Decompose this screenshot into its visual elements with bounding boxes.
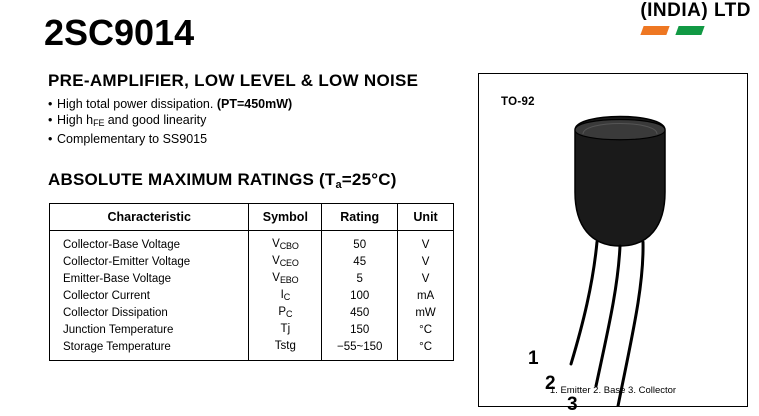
symbol-base: P xyxy=(278,306,287,318)
cell-unit: °C xyxy=(398,321,454,338)
table-row xyxy=(50,253,454,270)
lead-2 xyxy=(596,246,620,386)
feature-list xyxy=(48,96,292,147)
flag-mark xyxy=(642,26,703,35)
symbol-subscript: C xyxy=(286,309,293,319)
package-top-cap xyxy=(575,120,665,140)
cell-unit: mA xyxy=(398,287,454,304)
cell-symbol xyxy=(249,270,322,287)
cell-symbol xyxy=(249,231,322,254)
table-row xyxy=(50,338,454,361)
cell-unit: mW xyxy=(398,304,454,321)
table-row xyxy=(50,304,454,321)
cell-unit: V xyxy=(398,270,454,287)
cell-unit: V xyxy=(398,253,454,270)
cell-symbol xyxy=(249,321,322,338)
cell-rating: 450 xyxy=(322,304,398,321)
cell-unit: V xyxy=(398,231,454,254)
symbol-subscript: EBO xyxy=(279,275,299,285)
list-item xyxy=(48,96,292,112)
table-row xyxy=(50,287,454,304)
feature-text: Complementary to SS9015 xyxy=(57,132,208,146)
subtitle: PRE-AMPLIFIER, LOW LEVEL & LOW NOISE xyxy=(48,71,419,90)
symbol-base: I xyxy=(280,289,284,301)
section-title-text: ABSOLUTE MAXIMUM RATINGS (Ta=25°C) xyxy=(48,170,397,191)
symbol-base: V xyxy=(272,255,280,267)
bullet-icon: • xyxy=(48,113,53,127)
column-header-characteristic: Characteristic xyxy=(50,204,249,231)
cell-symbol xyxy=(249,338,322,361)
pin-number-2: 2 xyxy=(545,373,556,394)
feature-text-tail: and good linearity xyxy=(104,113,207,127)
cell-characteristic: Collector-Emitter Voltage xyxy=(50,253,249,270)
cell-symbol xyxy=(249,287,322,304)
feature-subscript: FE xyxy=(93,118,105,128)
absolute-maximum-ratings-table xyxy=(49,203,454,361)
symbol-subscript: CEO xyxy=(279,258,299,268)
bullet-icon: • xyxy=(48,97,53,111)
cell-characteristic: Storage Temperature xyxy=(50,338,249,361)
cell-rating: 5 xyxy=(322,270,398,287)
symbol-subscript: CBO xyxy=(279,241,299,251)
section-title-absolute-maximum-ratings xyxy=(48,170,397,191)
cell-rating: 100 xyxy=(322,287,398,304)
cell-characteristic: Emitter-Base Voltage xyxy=(50,270,249,287)
bullet-icon: • xyxy=(48,132,53,146)
cell-rating: 150 xyxy=(322,321,398,338)
package-outline-panel xyxy=(478,73,748,415)
feature-text: High total power dissipation xyxy=(57,97,210,111)
lead-1 xyxy=(571,242,597,364)
lead-3 xyxy=(618,242,643,406)
to-92-package-drawing xyxy=(479,74,747,406)
cell-symbol xyxy=(249,253,322,270)
cell-rating: 45 xyxy=(322,253,398,270)
symbol-subscript: C xyxy=(283,292,291,302)
cell-symbol xyxy=(249,304,322,321)
pin-number-1: 1 xyxy=(528,348,539,369)
feature-sep: . xyxy=(209,97,214,111)
column-header-symbol: Symbol xyxy=(249,204,322,231)
cell-characteristic: Junction Temperature xyxy=(50,321,249,338)
flag-bar-green xyxy=(675,26,704,35)
column-header-rating: Rating xyxy=(322,204,398,231)
cell-rating: −55~150 xyxy=(322,338,398,361)
flag-bar-saffron xyxy=(640,26,669,35)
symbol-base: Tj xyxy=(280,323,291,335)
cell-unit: °C xyxy=(398,338,454,361)
table-header-row xyxy=(50,204,454,231)
feature-text: High h xyxy=(57,113,94,127)
cell-characteristic: Collector Dissipation xyxy=(50,304,249,321)
symbol-base: V xyxy=(272,238,280,250)
cell-characteristic: Collector-Base Voltage xyxy=(50,231,249,254)
table-row xyxy=(50,231,454,254)
cell-rating: 50 xyxy=(322,231,398,254)
list-item xyxy=(48,131,292,147)
package-type-label: TO-92 xyxy=(501,96,535,108)
column-header-unit: Unit xyxy=(398,204,454,231)
table-row xyxy=(50,321,454,338)
page-title: 2SC9014 xyxy=(44,12,195,53)
feature-emphasis: (PT=450mW) xyxy=(216,97,293,111)
table-row xyxy=(50,270,454,287)
cell-characteristic: Collector Current xyxy=(50,287,249,304)
list-item xyxy=(48,112,292,131)
symbol-base: V xyxy=(272,272,280,284)
pin-number-3: 3 xyxy=(567,394,578,415)
symbol-base: Tstg xyxy=(274,340,296,352)
pin-assignment-caption: 1. Emitter 2. Base 3. Collector xyxy=(549,385,677,396)
brand-name: (INDIA) LTD xyxy=(640,0,751,21)
brand-block xyxy=(451,0,751,40)
